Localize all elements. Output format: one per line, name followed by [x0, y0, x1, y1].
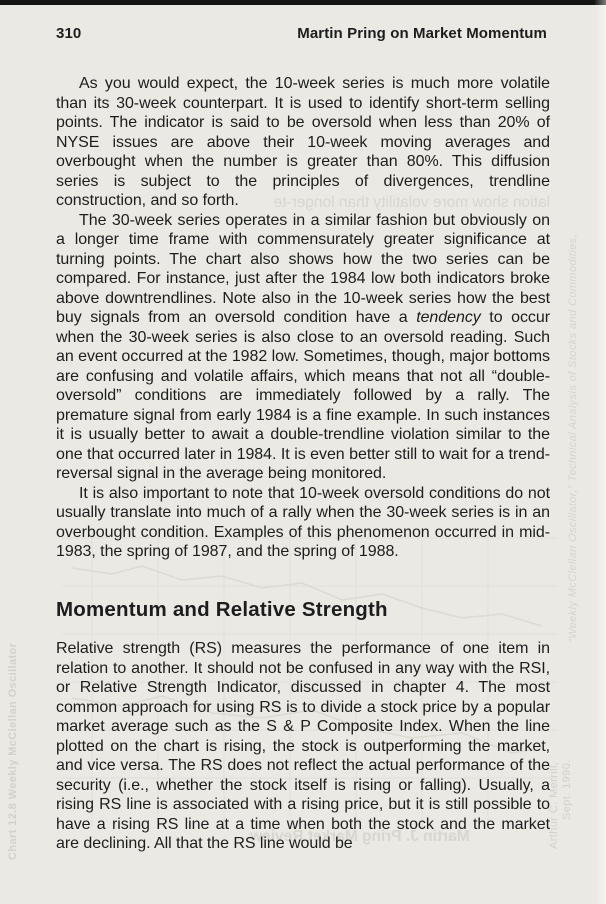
bleedthrough-mirrored-line: lation show more volatility than longer-te: [273, 194, 550, 211]
paragraph-4: Relative strength (RS) measures the performance of one item in relation to another. It should not be confused in any way with the RSI, or Relative Strength Indicator, discussed in chapter 4. The most common approach for using RS is to divide a stock price by a popular market average such as the S & P Composite Index. When the line plotted on the chart is rising, the stock is outperforming the market, and vice versa. The RS does not reflect the actual performance of the security (i.e., whether the stock itself is rising or falling). Usually, a rising RS line is associated with a rising price, but it is still possible to have a rising RS line at a time when both the stock and the market are declining. All that the RS line would be: [56, 640, 550, 852]
bleedthrough-left-caption: Chart 12.8 Weekly McClellan Oscillator: [7, 642, 19, 860]
section-heading: Momentum and Relative Strength: [56, 598, 388, 621]
page-number: 310: [56, 25, 82, 42]
bleedthrough-right-author: Arthur C. Merrill,: [548, 761, 560, 849]
bleedthrough-right-citation: “Weekly McClellan Oscillator,” Technical Analysis of Stocks and Commodities,: [567, 233, 579, 643]
paragraph-2: [56, 211, 550, 484]
section-text-column: [56, 639, 550, 854]
paragraph-3: It is also important to note that 10-week oversold conditions do not usually translate into much of a rally when the 30-week series is in an overbought condition. Examples of this phenomenon occurred in mid-1983, the spring of 1987, and the spring of 1988.: [56, 484, 550, 560]
paragraph-2-italic-word: tendency: [416, 309, 481, 326]
paragraph-1: As you would expect, the 10-week series is much more volatile than its 30-week counterpart. It is used to identify short-term selling points. The indicator is said to be oversold when less than 20% of NYSE issues are above their 10-week moving averages and overbought when the number is greater than 80%. This diffusion series is subject to the principles of divergences, trendline construction, and so forth.: [56, 75, 550, 209]
scan-edge-artifact: [0, 0, 606, 5]
running-header: Martin Pring on Market Momentum: [297, 25, 547, 42]
body-text-column: [56, 74, 550, 562]
scan-edge-highlight: [594, 0, 606, 904]
paragraph-2-text-cont: to occur when the 30-week series is also close to an oversold reading. Such an event occurred at the 1982 low. Sometimes, though, major bottoms are confusing and volatile affairs, which means that not all “double-oversold” conditions are immediately followed by a rally. The premature signal from early 1984 is a fine example. In such instances it is usually better to await a double-trendline violation similar to the one that occurred later in 1984. It is even better still to wait for a trend-reversal signal in the average being monitored.: [56, 309, 550, 482]
bleedthrough-right-date: Sept. 1990.: [561, 759, 573, 820]
paragraph-2-text: The 30-week series operates in a similar fashion but obviously on a longer time frame with commensurately greater significance at turning points. The chart also shows how the two series can be compared. For instance, just after the 1984 low both indicators broke above downtrendlines. Note also in the 10-week series how the best buy signals from an oversold condition have a: [56, 211, 550, 326]
page-header: [56, 25, 547, 42]
bleedthrough-mirrored-footer: Martin J. Pring Market Review: [250, 828, 470, 845]
